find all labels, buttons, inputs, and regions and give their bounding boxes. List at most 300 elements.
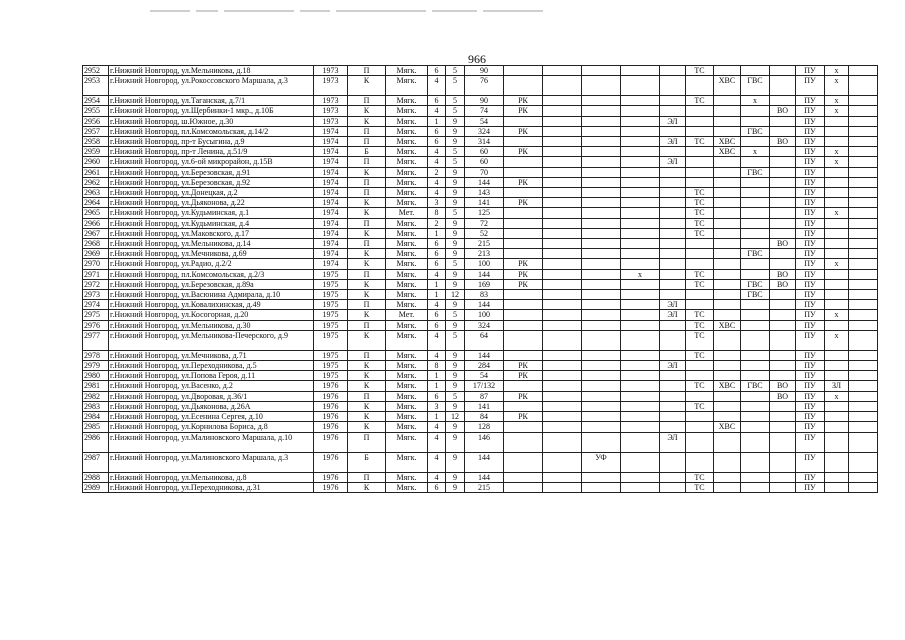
table-cell [741,412,770,422]
table-cell: 9 [446,239,465,249]
table-cell: 9 [446,371,465,381]
table-cell: К [348,198,386,208]
table-cell [849,310,878,320]
table-cell [504,320,543,330]
table-cell [741,310,770,320]
table-cell [714,157,741,167]
table-cell: К [348,330,386,350]
table-cell: ХВС [714,381,741,391]
table-cell [543,259,582,269]
table-cell [849,239,878,249]
table-cell [582,218,621,228]
table-cell: Мягк. [386,66,428,76]
table-cell: 215 [465,482,504,492]
table-cell [714,279,741,289]
table-cell [686,157,714,167]
table-cell [741,218,770,228]
table-cell [770,310,796,320]
table-cell: 9 [446,300,465,310]
table-cell: Мягк. [386,432,428,452]
table-cell [582,361,621,371]
table-cell [825,371,849,381]
table-cell: 1974 [314,157,348,167]
table-cell: 4 [428,269,446,279]
table-cell: ПУ [796,361,825,371]
table-cell [849,452,878,472]
table-cell: УФ [582,452,621,472]
address-cell: г.Нижний Новгород, ул.Косогорная, д.20 [109,310,314,320]
table-cell: 83 [465,290,504,300]
table-cell: 90 [465,96,504,106]
table-cell [770,198,796,208]
housing-table [82,65,878,493]
table-cell: ПУ [796,188,825,198]
table-row [83,482,878,492]
row-number-cell: 2964 [83,198,109,208]
table-row [83,269,878,279]
table-cell: ПУ [796,290,825,300]
table-cell: 144 [465,350,504,360]
address-cell: г.Нижний Новгород, ул.Есенина Сергея, д.10 [109,412,314,422]
table-row [83,452,878,472]
table-cell: 9 [446,137,465,147]
table-cell [825,218,849,228]
table-cell [686,422,714,432]
table-cell: 8 [428,208,446,218]
row-number-cell: 2973 [83,290,109,300]
table-cell [582,126,621,136]
table-cell: 9 [446,350,465,360]
row-number-cell: 2967 [83,228,109,238]
table-cell [825,320,849,330]
address-cell: г.Нижний Новгород, ул.Малиновского Маршала, д.10 [109,432,314,452]
row-number-cell: 2961 [83,167,109,177]
table-cell: 141 [465,401,504,411]
table-cell: ПУ [796,432,825,452]
table-cell: 72 [465,218,504,228]
table-cell: х [741,96,770,106]
address-cell: г.Нижний Новгород, ул.Мельникова-Печерского, д.9 [109,330,314,350]
table-row [83,330,878,350]
table-row [83,218,878,228]
address-cell: г.Нижний Новгород, ул.Переходникова, д.5 [109,361,314,371]
table-cell [504,452,543,472]
table-cell [504,422,543,432]
table-cell: 1974 [314,228,348,238]
table-cell: 4 [428,300,446,310]
table-cell [504,116,543,126]
table-cell: ЭЛ [660,137,686,147]
table-cell [621,198,660,208]
table-cell [849,361,878,371]
table-cell [582,412,621,422]
table-cell: Мягк. [386,249,428,259]
table-cell: РК [504,106,543,116]
table-row [83,126,878,136]
table-cell: К [348,290,386,300]
table-cell [543,239,582,249]
row-number-cell: 2963 [83,188,109,198]
table-cell: ТС [686,401,714,411]
table-cell: 215 [465,239,504,249]
address-cell: г.Нижний Новгород, ул.Дворовая, д.36/1 [109,391,314,401]
table-cell [741,137,770,147]
table-cell [504,228,543,238]
table-cell: П [348,350,386,360]
table-cell [741,198,770,208]
table-cell [714,198,741,208]
table-cell: ТС [686,198,714,208]
table-cell [714,239,741,249]
table-cell [582,137,621,147]
address-cell: г.Нижний Новгород, ул.Березовская, д.89а [109,279,314,289]
row-number-cell: 2975 [83,310,109,320]
table-cell [621,106,660,116]
row-number-cell: 2957 [83,126,109,136]
table-cell: РК [504,147,543,157]
address-cell: г.Нижний Новгород, пл.Комсомольская, д.14/2 [109,126,314,136]
table-cell [770,259,796,269]
table-cell: 1974 [314,126,348,136]
table-cell [543,300,582,310]
table-cell [621,361,660,371]
table-cell [543,401,582,411]
table-cell [621,452,660,472]
table-cell: 9 [446,269,465,279]
table-cell: 324 [465,126,504,136]
table-cell [543,452,582,472]
table-cell [543,350,582,360]
table-cell [543,126,582,136]
table-cell: П [348,157,386,167]
table-cell [660,279,686,289]
table-cell [770,208,796,218]
table-cell [825,290,849,300]
table-cell: 144 [465,177,504,187]
table-cell: К [348,228,386,238]
table-cell: 5 [446,157,465,167]
table-row [83,412,878,422]
table-cell: 9 [446,167,465,177]
table-cell [825,239,849,249]
table-cell [714,472,741,482]
table-cell: х [825,391,849,401]
table-cell [504,66,543,76]
table-cell: К [348,482,386,492]
table-cell: К [348,381,386,391]
table-cell: Мягк. [386,361,428,371]
table-cell [660,228,686,238]
table-cell [582,116,621,126]
address-cell: г.Нижний Новгород, ул.Березовская, д.91 [109,167,314,177]
row-number-cell: 2971 [83,269,109,279]
table-cell: ТС [686,310,714,320]
table-row [83,290,878,300]
table-cell: 9 [446,320,465,330]
address-cell: г.Нижний Новгород, ул.Мельникова, д.14 [109,239,314,249]
table-cell [582,157,621,167]
table-cell: 9 [446,472,465,482]
address-cell: г.Нижний Новгород, ш.Южное, д.30 [109,116,314,126]
table-cell [714,106,741,116]
table-cell: 8 [428,361,446,371]
table-cell [825,167,849,177]
table-cell: 1976 [314,422,348,432]
table-cell [582,371,621,381]
table-cell: ПУ [796,401,825,411]
table-cell [849,106,878,116]
table-cell: Мягк. [386,350,428,360]
table-cell: 9 [446,177,465,187]
table-cell: 144 [465,300,504,310]
table-cell: П [348,218,386,228]
table-cell [741,371,770,381]
table-cell [660,290,686,300]
table-cell: Мягк. [386,381,428,391]
table-cell: П [348,432,386,452]
table-cell: 1 [428,290,446,300]
table-cell: 324 [465,320,504,330]
table-cell: 6 [428,126,446,136]
table-cell [621,290,660,300]
table-row [83,137,878,147]
table-cell: 4 [428,106,446,116]
table-cell: 6 [428,259,446,269]
table-cell: х [825,96,849,106]
table-cell [741,482,770,492]
table-cell: ЭЛ [660,310,686,320]
table-cell: 1974 [314,218,348,228]
table-cell: ВО [770,106,796,116]
table-row [83,96,878,106]
table-cell [504,290,543,300]
table-cell [849,116,878,126]
address-cell: г.Нижний Новгород, ул.Дьяконова, д.22 [109,198,314,208]
table-cell [582,472,621,482]
table-cell: К [348,106,386,116]
table-row [83,239,878,249]
table-cell: 1973 [314,106,348,116]
table-cell: ПУ [796,391,825,401]
table-cell: 1974 [314,147,348,157]
table-cell: ПУ [796,66,825,76]
table-cell [543,482,582,492]
table-cell [825,116,849,126]
table-cell [582,177,621,187]
table-cell: 4 [428,452,446,472]
table-cell [849,76,878,96]
table-cell: 3 [428,198,446,208]
table-cell: П [348,96,386,106]
table-cell: 12 [446,290,465,300]
table-cell [543,269,582,279]
table-cell [849,391,878,401]
table-cell [714,432,741,452]
table-cell: 9 [446,279,465,289]
row-number-cell: 2987 [83,452,109,472]
table-cell [714,66,741,76]
table-cell: ПУ [796,350,825,360]
table-cell [543,177,582,187]
table-cell [686,391,714,401]
table-cell [621,482,660,492]
table-cell: РК [504,371,543,381]
table-cell [741,157,770,167]
table-cell [825,126,849,136]
address-cell: г.Нижний Новгород, ул.Кудьминская, д.1 [109,208,314,218]
table-cell [504,472,543,482]
table-cell [543,371,582,381]
table-cell: ЭЛ [660,361,686,371]
table-cell [825,422,849,432]
table-cell: х [825,76,849,96]
table-cell: К [348,361,386,371]
table-cell: РК [504,177,543,187]
table-cell [741,188,770,198]
row-number-cell: 2965 [83,208,109,218]
table-cell: 60 [465,157,504,167]
table-cell [621,157,660,167]
table-cell: 1974 [314,188,348,198]
table-cell: 76 [465,76,504,96]
table-cell: ХВС [714,147,741,157]
table-cell [849,381,878,391]
table-cell: 141 [465,198,504,208]
table-cell [660,371,686,381]
table-cell: К [348,116,386,126]
table-cell: ПУ [796,330,825,350]
table-cell [849,412,878,422]
table-cell: П [348,320,386,330]
table-cell [582,269,621,279]
table-row [83,401,878,411]
table-cell [660,177,686,187]
table-cell: 6 [428,96,446,106]
table-cell [504,350,543,360]
table-cell [741,106,770,116]
table-cell: 128 [465,422,504,432]
table-cell: Мягк. [386,96,428,106]
table-cell [660,167,686,177]
table-cell: ПУ [796,76,825,96]
row-number-cell: 2955 [83,106,109,116]
table-cell: ХВС [714,320,741,330]
address-cell: г.Нижний Новгород, ул.Переходникова, д.31 [109,482,314,492]
table-cell: ТС [686,472,714,482]
table-cell: ХВС [714,422,741,432]
table-cell [849,422,878,432]
table-cell [504,330,543,350]
table-cell [849,371,878,381]
table-cell [849,157,878,167]
table-cell [741,208,770,218]
table-cell: 5 [446,66,465,76]
row-number-cell: 2958 [83,137,109,147]
table-cell: Мягк. [386,259,428,269]
table-cell [714,330,741,350]
table-cell [660,239,686,249]
table-cell [621,422,660,432]
row-number-cell: 2952 [83,66,109,76]
table-cell [770,96,796,106]
table-cell [825,482,849,492]
table-cell [770,482,796,492]
table-cell [504,432,543,452]
table-cell: 1975 [314,310,348,320]
table-cell [582,330,621,350]
table-cell [582,290,621,300]
table-cell [741,361,770,371]
table-cell: 4 [428,76,446,96]
table-cell: ТС [686,96,714,106]
table-cell: 54 [465,116,504,126]
table-cell [714,228,741,238]
table-cell [621,177,660,187]
table-cell [543,330,582,350]
table-cell [504,300,543,310]
table-cell: ПУ [796,177,825,187]
address-cell: г.Нижний Новгород, ул.Рокоссовского Маршала, д.3 [109,76,314,96]
table-cell [621,167,660,177]
table-cell: РК [504,259,543,269]
table-cell [825,198,849,208]
table-cell [714,401,741,411]
table-cell: Мягк. [386,167,428,177]
table-cell [660,76,686,96]
table-cell: ПУ [796,279,825,289]
table-cell: ХВС [714,137,741,147]
table-cell [621,412,660,422]
table-cell [770,76,796,96]
table-cell [770,66,796,76]
table-cell [621,66,660,76]
table-cell [621,147,660,157]
table-cell: 5 [446,391,465,401]
address-cell: г.Нижний Новгород, ул.Таганская, д.7/1 [109,96,314,106]
table-cell [770,147,796,157]
table-cell: 1975 [314,371,348,381]
table-cell [741,452,770,472]
table-cell: ПУ [796,147,825,157]
table-cell: РК [504,279,543,289]
table-cell: 5 [446,106,465,116]
table-cell [621,96,660,106]
table-cell: ПУ [796,198,825,208]
table-cell [686,361,714,371]
table-cell [621,76,660,96]
table-row [83,198,878,208]
table-cell [543,228,582,238]
table-cell: 64 [465,330,504,350]
table-cell [621,330,660,350]
table-cell [543,310,582,320]
table-cell [582,106,621,116]
table-cell: х [825,208,849,218]
table-cell: Мягк. [386,177,428,187]
table-cell: 100 [465,310,504,320]
table-cell: ГВС [741,126,770,136]
table-cell: Мягк. [386,157,428,167]
table-cell [849,350,878,360]
table-cell: ГВС [741,76,770,96]
table-cell: 1 [428,371,446,381]
table-cell [582,391,621,401]
row-number-cell: 2979 [83,361,109,371]
table-cell [686,76,714,96]
table-cell [660,208,686,218]
table-cell [825,401,849,411]
table-cell [741,391,770,401]
